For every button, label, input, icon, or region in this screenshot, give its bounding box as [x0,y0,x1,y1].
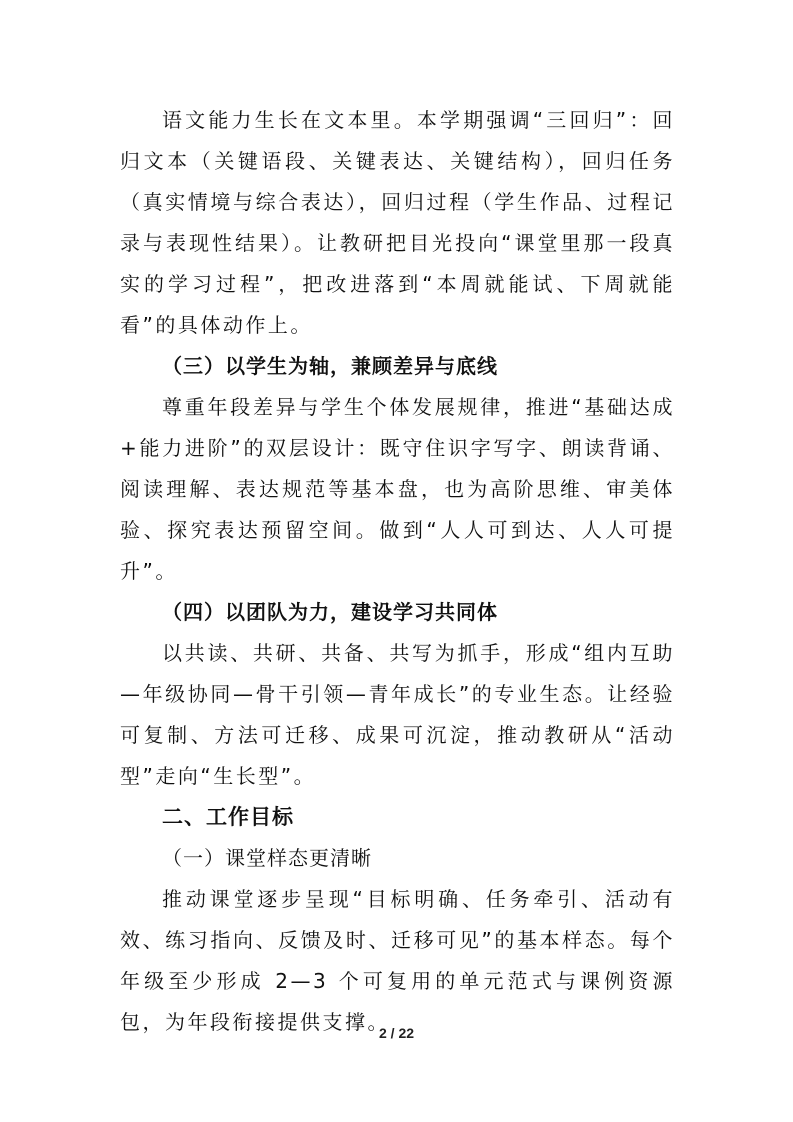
paragraph-classroom-pattern: 推动课堂逐步呈现“目标明确、任务牵引、活动有效、练习指向、反馈及时、迁移可见”的基本样态。每个年级至少形成 2—3 个可复用的单元范式与课例资源包，为年段衔接提供支撑。 [120,887,675,1034]
heading-classroom-pattern: （一）课堂样态更清晰 [162,846,372,870]
paragraph-student-differences: 尊重年段差异与学生个体发展规律，推进“基础达成+能力进阶”的双层设计：既守住识字写字、朗读背诵、阅读理解、表达规范等基本盘，也为高阶思维、审美体验、探究表达预留空间。做到“人人可到达、人人可提升”。 [120,395,675,583]
page-content [120,100,675,1043]
section-heading-work-goals: 二、工作目标 [162,805,294,829]
page-number: 2 / 22 [378,1025,415,1041]
paragraph-three-returns: 语文能力生长在文本里。本学期强调“三回归”：回归文本（关键语段、关键表达、关键结构），回归任务（真实情境与综合表达），回归过程（学生作品、过程记录与表现性结果）。让教研把目光投向“课堂里那一段真实的学习过程”，把改进落到“本周就能试、下周就能看”的具体动作上。 [120,108,675,337]
heading-student-centered: （三）以学生为轴，兼顾差异与底线 [162,354,498,378]
paragraph-professional-ecology: 以共读、共研、共备、共写为抓手，形成“组内互助—年级协同—骨干引领—青年成长”的专业生态。让经验可复制、方法可迁移、成果可沉淀，推动教研从“活动型”走向“生长型”。 [120,641,675,788]
heading-team-community: （四）以团队为力，建设学习共同体 [162,600,498,624]
